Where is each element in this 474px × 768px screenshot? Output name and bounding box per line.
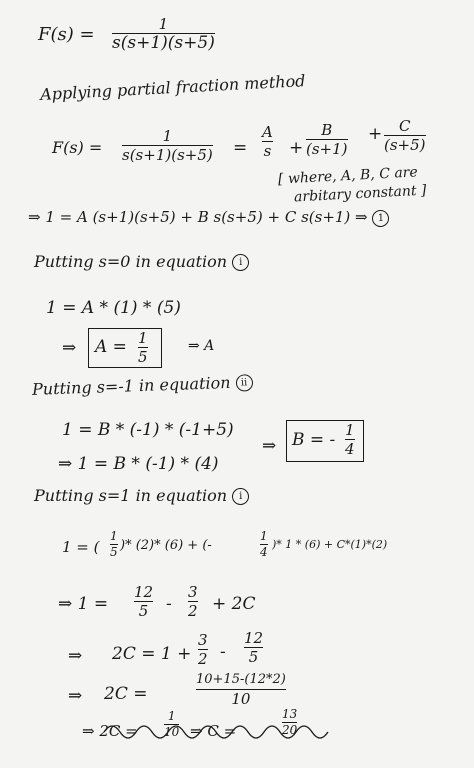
fraction-numerator: 1 <box>345 421 355 439</box>
fraction-denominator: (s+5) <box>384 136 426 154</box>
fraction-numerator: 13 <box>282 707 298 721</box>
fraction-numerator: C <box>399 117 411 135</box>
substitution-heading-1 <box>34 252 249 271</box>
equation-s-minus1-simplified: ⇒ 1 = B * (-1) * (4) <box>58 454 219 474</box>
equation-ref-marker: i <box>232 488 249 505</box>
line9-post: + 2C <box>212 594 256 614</box>
fraction-numerator: 3 <box>188 583 198 601</box>
plus-sign: + <box>289 138 304 158</box>
equation-s1-mid1: )* (2)* (6) + (- <box>120 538 212 553</box>
fraction-numerator: 1 <box>110 529 118 543</box>
fraction-denominator: s <box>263 142 272 160</box>
fraction-denominator: 5 <box>138 602 149 620</box>
fraction-denominator: 4 <box>260 545 268 559</box>
equation-s0: 1 = A * (1) * (5) <box>46 298 181 318</box>
fraction-numerator: 1 <box>158 15 169 33</box>
expanded-equation <box>28 208 389 227</box>
substitution-text: Putting s=-1 in equation <box>31 372 231 399</box>
fraction-numerator: 10+15-(12*2) <box>196 672 286 687</box>
equation-s-minus1: 1 = B * (-1) * (-1+5) <box>62 420 234 440</box>
substitution-heading-2 <box>32 372 253 399</box>
transfer-function-fraction <box>112 16 215 51</box>
plus-sign: + <box>368 124 383 144</box>
equation-s1-mid2: )* 1 * (6) + C*(1)*(2) <box>272 538 388 551</box>
fraction-numerator: 3 <box>198 631 208 649</box>
transfer-function-lhs: F(s) = <box>38 24 95 45</box>
fraction-denominator: 2 <box>198 650 208 668</box>
line9-pre: ⇒ 1 = <box>58 594 109 614</box>
line9-frac1 <box>134 584 153 619</box>
minus-sign: - <box>166 594 172 614</box>
fraction-denominator: s(s+1)(s+5) <box>122 146 213 164</box>
partial-fraction-full <box>122 128 213 163</box>
fraction-numerator: 1 <box>138 329 148 347</box>
fraction-denominator: 5 <box>110 545 118 559</box>
answer-a-tail: ⇒ A <box>188 338 215 354</box>
substitution-heading-3 <box>34 486 249 505</box>
answer-b-lhs: B = - <box>292 430 336 450</box>
fraction-denominator: 4 <box>345 440 355 458</box>
expanded-equation-text: ⇒ 1 = A (s+1)(s+5) + B s(s+5) + C s(s+1) ⇒ <box>28 208 368 226</box>
fraction-denominator: 5 <box>138 348 148 366</box>
fraction-denominator: 2 <box>188 602 198 620</box>
equation-ref-marker: ii <box>235 374 253 392</box>
implies-arrow: ⇒ <box>68 686 83 706</box>
fraction-numerator: 1 <box>260 529 268 543</box>
fraction-numerator: 1 <box>162 127 173 145</box>
fraction-numerator: B <box>321 121 333 139</box>
partial-fraction-lhs: F(s) = <box>52 138 103 157</box>
constants-note-line1: [ where, A, B, C are <box>277 164 419 188</box>
line11-lhs: 2C = <box>104 684 148 704</box>
fraction-denominator: 10 <box>231 690 251 708</box>
minus-sign: - <box>220 642 226 662</box>
scribble-strikethrough <box>100 716 360 746</box>
fraction-numerator: 1 <box>167 709 176 723</box>
fraction-numerator: 12 <box>134 583 154 601</box>
answer-b-fraction <box>345 422 355 457</box>
implies-arrow: ⇒ <box>68 646 83 666</box>
term-b <box>306 122 348 157</box>
line12-pre: ⇒ 2C = <box>82 722 138 740</box>
line10-frac2 <box>244 630 263 665</box>
line10-frac1 <box>198 632 208 667</box>
equation-s1-pre: 1 = ( <box>62 538 100 556</box>
fraction-denominator: 20 <box>282 723 298 737</box>
substitution-text: Putting s=0 in equation <box>34 252 228 271</box>
fraction-denominator: 10 <box>164 725 180 739</box>
equation-ref-marker: i <box>232 254 249 271</box>
equation-s1-frac2 <box>260 530 268 559</box>
equation-ref-marker: 1 <box>372 210 389 227</box>
term-c <box>384 118 426 153</box>
implies-arrow: ⇒ <box>262 436 277 456</box>
implies-arrow: ⇒ <box>62 338 77 358</box>
fraction-numerator: 12 <box>244 629 264 647</box>
constants-note-line2: arbitary constant ] <box>293 182 427 206</box>
equals-sign: = <box>233 138 248 158</box>
term-a <box>262 124 273 159</box>
line10-lhs: 2C = 1 + <box>112 644 192 664</box>
fraction-numerator: A <box>262 123 273 141</box>
answer-a-lhs: A = <box>95 337 127 357</box>
line9-frac2 <box>188 584 198 619</box>
fraction-denominator: (s+1) <box>306 140 348 158</box>
line11-frac <box>196 672 286 707</box>
fraction-denominator: s(s+1)(s+5) <box>112 33 215 53</box>
fraction-denominator: 5 <box>248 648 259 666</box>
substitution-text: Putting s=1 in equation <box>34 486 228 505</box>
answer-a-fraction <box>138 330 148 365</box>
equation-s1-frac1 <box>110 530 118 559</box>
method-heading: Applying partial fraction method <box>39 71 306 104</box>
line12-mid: ⇒ C = <box>190 722 237 740</box>
